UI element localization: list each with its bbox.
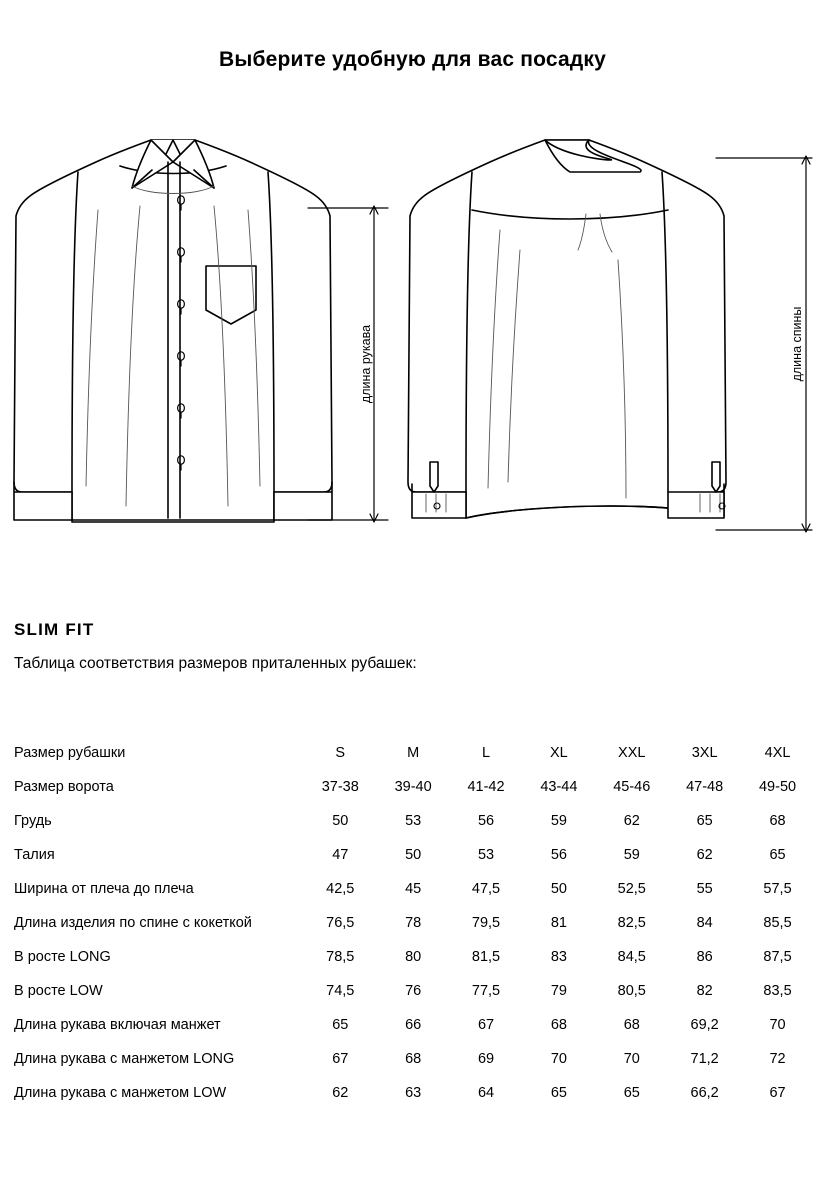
row-value: 68 [769, 813, 786, 829]
table-header-size-xxl: XXL [618, 745, 646, 761]
row-value: 77,5 [471, 983, 501, 999]
row-value: 69 [477, 1051, 495, 1067]
row-value: 37-38 [321, 779, 359, 795]
row-value: 81,5 [471, 949, 501, 965]
row-value: 65 [550, 1085, 567, 1101]
row-value: 74,5 [326, 983, 355, 999]
row-value: 47 [332, 847, 349, 863]
table-row [14, 872, 814, 906]
row-value: 47,5 [471, 881, 501, 897]
row-label: Ширина от плеча до плеча [14, 881, 194, 897]
row-value: 59 [550, 813, 567, 829]
page-title: Выберите удобную для вас посадку [218, 48, 607, 71]
fit-name: SLIM FIT [14, 620, 95, 639]
row-value: 53 [477, 847, 495, 863]
table-row [14, 1042, 814, 1076]
row-label: Размер ворота [14, 779, 114, 795]
row-value: 84 [696, 915, 713, 931]
row-value: 69,2 [690, 1017, 719, 1033]
row-value: 76,5 [326, 915, 355, 931]
row-value: 82,5 [617, 915, 646, 931]
table-header-size-xl: XL [550, 745, 568, 761]
row-value: 87,5 [763, 949, 792, 965]
row-value: 55 [696, 881, 713, 897]
row-value: 85,5 [763, 915, 792, 931]
row-value: 45-46 [613, 779, 651, 795]
table-row [14, 770, 814, 804]
size-table [14, 736, 814, 1110]
row-value: 39-40 [394, 779, 432, 795]
row-label: В росте LOW [14, 983, 103, 999]
table-header-size-3xl: 3XL [691, 745, 718, 761]
row-value: 56 [550, 847, 567, 863]
row-label: Длина рукава с манжетом LONG [14, 1051, 235, 1067]
row-label: В росте LONG [14, 949, 111, 965]
table-row [14, 838, 814, 872]
row-value: 64 [477, 1085, 495, 1101]
row-label: Длина изделия по спине с кокеткой [14, 915, 252, 931]
table-header-size-l: L [481, 745, 491, 761]
row-value: 59 [623, 847, 640, 863]
row-value: 65 [332, 1017, 349, 1033]
row-value: 41-42 [467, 779, 505, 795]
table-header-label: Размер рубашки [14, 745, 126, 761]
table-header-row [14, 736, 814, 770]
row-label: Талия [14, 847, 55, 863]
table-row [14, 906, 814, 940]
row-value: 83,5 [763, 983, 792, 999]
row-value: 84,5 [617, 949, 646, 965]
row-value: 80,5 [617, 983, 646, 999]
row-value: 82 [696, 983, 713, 999]
row-value: 66,2 [690, 1085, 719, 1101]
table-row [14, 804, 814, 838]
row-value: 70 [623, 1051, 640, 1067]
row-value: 71,2 [690, 1051, 719, 1067]
row-value: 56 [477, 813, 495, 829]
row-value: 66 [405, 1017, 422, 1033]
row-value: 65 [623, 1085, 640, 1101]
shirt-front-view [14, 140, 388, 522]
row-label: Длина рукава с манжетом LOW [14, 1085, 227, 1101]
row-label: Грудь [14, 813, 52, 829]
row-value: 68 [623, 1017, 640, 1033]
row-value: 57,5 [763, 881, 792, 897]
row-value: 49-50 [758, 779, 797, 795]
table-header-size-4xl: 4XL [764, 745, 791, 761]
row-value: 81 [550, 915, 567, 931]
table-row [14, 974, 814, 1008]
row-value: 47-48 [686, 779, 724, 795]
row-value: 62 [623, 813, 640, 829]
row-value: 65 [769, 847, 786, 863]
fit-description: Таблица соответствия размеров приталенных рубашек: [14, 655, 417, 672]
row-value: 43-44 [540, 779, 578, 795]
row-value: 78,5 [326, 949, 355, 965]
row-value: 76 [405, 983, 422, 999]
row-value: 68 [405, 1051, 422, 1067]
row-value: 63 [405, 1085, 422, 1101]
back-length-label: длина спины [790, 306, 804, 382]
row-value: 67 [332, 1051, 349, 1067]
row-label: Длина рукава включая манжет [14, 1017, 221, 1033]
row-value: 53 [405, 813, 422, 829]
table-header-size-m: M [407, 745, 420, 761]
table-row [14, 1008, 814, 1042]
row-value: 80 [405, 949, 422, 965]
row-value: 62 [332, 1085, 349, 1101]
row-value: 50 [550, 881, 567, 897]
row-value: 68 [550, 1017, 567, 1033]
row-value: 72 [769, 1051, 786, 1067]
row-value: 42,5 [326, 881, 355, 897]
row-value: 67 [477, 1017, 495, 1033]
shirt-back-view [408, 140, 812, 532]
row-value: 83 [550, 949, 567, 965]
row-value: 70 [769, 1017, 786, 1033]
row-value: 86 [696, 949, 713, 965]
shirt-illustration [0, 110, 825, 560]
row-value: 65 [696, 813, 713, 829]
table-row [14, 940, 814, 974]
row-value: 78 [405, 915, 422, 931]
row-value: 70 [550, 1051, 567, 1067]
table-row [14, 1076, 814, 1110]
row-value: 50 [332, 813, 349, 829]
row-value: 45 [405, 881, 422, 897]
row-value: 67 [769, 1085, 786, 1101]
row-value: 79,5 [471, 915, 501, 931]
row-value: 62 [696, 847, 713, 863]
table-header-size-s: S [335, 745, 346, 761]
row-value: 50 [405, 847, 422, 863]
sleeve-length-label: длина рукава [359, 324, 373, 404]
row-value: 79 [550, 983, 567, 999]
row-value: 52,5 [617, 881, 646, 897]
